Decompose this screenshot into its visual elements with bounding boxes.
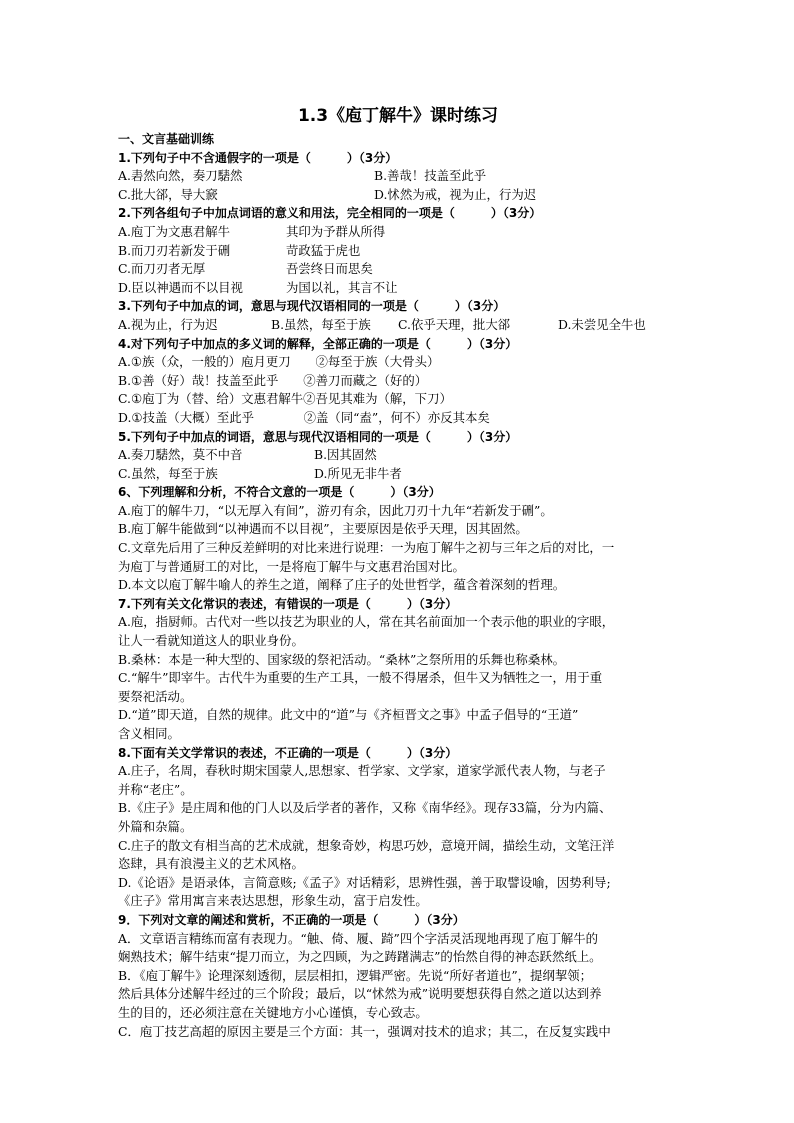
question-7-line: 要祭祀活动。 bbox=[118, 688, 193, 704]
question-8-line: 并称“老庄”。 bbox=[118, 781, 193, 797]
section-heading: 一、文言基础训练 bbox=[118, 132, 215, 146]
option-a-sentence-1: A.庖丁为文惠君解牛 bbox=[118, 223, 231, 239]
option-a: A.①族（众，一般的）庖月更刀 ②每至于族（大骨头） bbox=[118, 354, 440, 370]
question-4-stem: 4.对下列句子中加点的多义词的解释，全部正确的一项是（ ）（3分） bbox=[118, 336, 518, 351]
question-9-line: 娴熟技术；解牛结束“提刀而立，为之四顾，为之踌躇满志”的怡然自得的神态跃然纸上。 bbox=[118, 949, 602, 965]
option-d: D.怵然为戒，视为止，行为迟 bbox=[374, 186, 537, 202]
question-5-options-row-1 bbox=[118, 446, 678, 465]
option-c: C.批大郤，导大窾 bbox=[118, 186, 218, 202]
question-7-line: C.“解牛”即宰牛。古代牛为重要的生产工具，一般不得屠杀，但牛又为牺牲之一，用于重 bbox=[118, 670, 603, 686]
question-8-line: 《庄子》常用寓言来表达思想，形象生动，富于启发性。 bbox=[118, 893, 428, 909]
question-7-line: 含义相同。 bbox=[118, 726, 180, 741]
question-3-options bbox=[118, 316, 678, 335]
option-d-sentence-2: 为国以礼，其言不让 bbox=[286, 279, 398, 295]
question-8-line: D.《论语》是语录体，言简意赅;《孟子》对话精彩，思辨性强，善于取譬设喻，因势利导; bbox=[118, 874, 611, 890]
question-9-line: 然后具体分述解牛经过的三个阶段；最后，以“怵然为戒”说明要想获得自然之道以达到养 bbox=[118, 986, 602, 1002]
question-2-option-d bbox=[118, 279, 678, 298]
option-b: B.善哉！技盖至此乎 bbox=[374, 168, 487, 184]
question-8-line: C.庄子的散文有相当高的艺术成就，想象奇妙，构思巧妙，意境开阔，描绘生动，文笔汪洋 bbox=[118, 837, 615, 853]
question-8-line: 外篇和杂篇。 bbox=[118, 818, 193, 834]
question-1-options-row-1 bbox=[118, 167, 678, 186]
question-6-line: 为庖丁与普通厨工的对比，一是将庖丁解牛与文惠君治国对比。 bbox=[118, 558, 465, 574]
option-a: A.砉然向然，奏刀騞然 bbox=[118, 168, 243, 184]
question-9-line: C．庖丁技艺高超的原因主要是三个方面：其一，强调对技术的追求；其二，在反复实践中 bbox=[118, 1023, 611, 1039]
question-9-line: 生的目的，还必须注意在关键地方小心谨慎，专心致志。 bbox=[118, 1004, 428, 1020]
question-8-stem: 8.下面有关文学常识的表述，不正确的一项是（ ）（3分） bbox=[118, 745, 458, 760]
question-7-stem: 7.下列有关文化常识的表述，有错误的一项是（ ）（3分） bbox=[118, 596, 458, 611]
option-b: B.虽然，每至于族 bbox=[271, 316, 371, 332]
question-2-option-b bbox=[118, 242, 678, 261]
question-6-line: D.本文以庖丁解牛喻人的养生之道，阐释了庄子的处世哲学，蕴含着深刻的哲理。 bbox=[118, 577, 566, 593]
option-c: C.①庖丁为（替、给）文惠君解牛②吾见其难为（解，下刀） bbox=[118, 391, 452, 407]
question-7-line: 让人一看就知道这人的职业身份。 bbox=[118, 633, 304, 649]
option-b: B.①善（好）哉！技盖至此乎 ②善刀而藏之（好的） bbox=[118, 372, 428, 388]
question-2-option-a bbox=[118, 223, 678, 242]
question-8-line: B.《庄子》是庄周和他的门人以及后学者的著作，又称《南华经》。现存33篇，分为内篇、 bbox=[118, 800, 612, 816]
question-2-option-c bbox=[118, 260, 678, 279]
question-8-line: A.庄子，名周，春秋时期宋国蒙人,思想家、哲学家、文学家，道家学派代表人物，与老子 bbox=[118, 763, 606, 779]
question-9-line: B．《庖丁解牛》论理深刻透彻，层层相扣，逻辑严密。先说“所好者道也”，提纲挈领； bbox=[118, 967, 593, 983]
option-d: D.所见无非牛者 bbox=[314, 465, 402, 481]
page-title: 1.3《庖丁解牛》课时练习 bbox=[297, 106, 499, 126]
option-a: A.奏刀騞然，莫不中音 bbox=[118, 447, 243, 463]
option-a-sentence-2: 其印为予群从所得 bbox=[286, 223, 386, 239]
option-c: C.虽然，每至于族 bbox=[118, 465, 218, 481]
question-5-options-row-2 bbox=[118, 465, 678, 484]
question-6-line: C.文章先后用了三种反差鲜明的对比来进行说理：一为庖丁解牛之初与三年之后的对比，一 bbox=[118, 540, 615, 556]
question-6-line: A.庖丁的解牛刀，“以无厚入有间”，游刃有余，因此刀刃十九年“若新发于硎”。 bbox=[118, 502, 553, 518]
question-9-line: A．文章语言精练而富有表现力。“触、倚、履、踦”四个字活灵活现地再现了庖丁解牛的 bbox=[118, 930, 599, 946]
question-6-line: B.庖丁解牛能做到“以神遇而不以目视”，主要原因是依乎天理，因其固然。 bbox=[118, 521, 528, 537]
question-7-line: D.“道”即天道，自然的规律。此文中的“道”与《齐桓晋文之事》中孟子倡导的“王道” bbox=[118, 707, 579, 723]
option-b: B.因其固然 bbox=[314, 447, 377, 463]
option-d: D.未尝见全牛也 bbox=[558, 316, 646, 332]
option-d-sentence-1: D.臣以神遇而不以目视 bbox=[118, 279, 243, 295]
question-7-line: A.庖，指厨师。古代对一些以技艺为职业的人，常在其名前面加一个表示他的职业的字眼， bbox=[118, 614, 615, 630]
option-d: D.①技盖（大概）至此乎 ②盖（同“盍”，何不）亦反其本矣 bbox=[118, 409, 490, 425]
option-c-sentence-2: 吾尝终日而思矣 bbox=[286, 261, 373, 277]
question-1-stem: 1.下列句子中不含通假字的一项是（ ）（3分） bbox=[118, 150, 398, 165]
option-c: C.依乎天理，批大郤 bbox=[398, 316, 511, 332]
question-1-options-row-2 bbox=[118, 186, 678, 205]
question-3-stem: 3.下列句子中加点的词，意思与现代汉语相同的一项是（ ）（3分） bbox=[118, 299, 506, 314]
question-9-stem: 9．下列对文章的阐述和赏析，不正确的一项是（ ）（3分） bbox=[118, 912, 465, 927]
option-b-sentence-1: B.而刀刃若新发于硎 bbox=[118, 242, 231, 258]
question-2-stem: 2.下列各组句子中加点词语的意义和用法，完全相同的一项是（ ）（3分） bbox=[118, 206, 542, 221]
option-a: A.视为止，行为迟 bbox=[118, 316, 218, 332]
option-b-sentence-2: 苛政猛于虎也 bbox=[286, 242, 361, 258]
option-c-sentence-1: C.而刀刃者无厚 bbox=[118, 261, 206, 277]
question-8-line: 恣肆，具有浪漫主义的艺术风格。 bbox=[118, 856, 304, 872]
question-7-line: B.桑林：本是一种大型的、国家级的祭祀活动。“桑林”之祭所用的乐舞也称桑林。 bbox=[118, 651, 565, 667]
question-6-stem: 6、下列理解和分析，不符合文意的一项是（ ）（3分） bbox=[118, 485, 441, 500]
question-5-stem: 5.下列句子中加点的词语，意思与现代汉语相同的一项是（ ）（3分） bbox=[118, 429, 518, 444]
document-page bbox=[118, 102, 678, 1041]
